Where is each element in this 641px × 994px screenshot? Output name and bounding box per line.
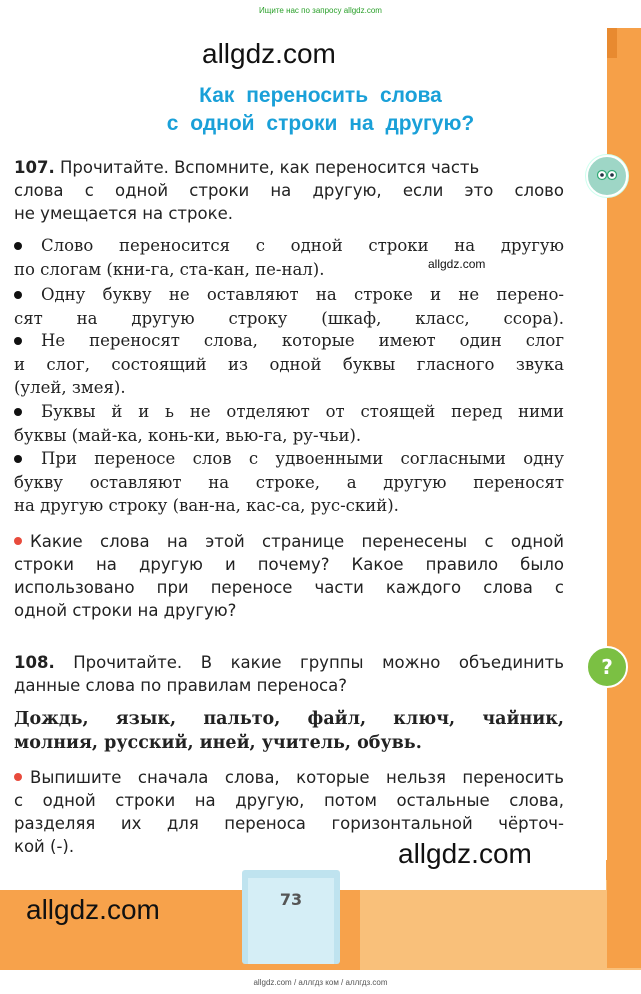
- page-title-line-2: с одной строки на другую?: [166, 112, 475, 135]
- task-108-line-1: Выпишите сначала слова, которые нельзя переносить: [14, 766, 564, 789]
- bullet-icon: [14, 291, 22, 299]
- task-108-line-2: с одной строки на другую, потом остальные слова,: [14, 791, 564, 810]
- page-title-line-1: Как переносить слова: [199, 84, 442, 107]
- question-icon: ?: [586, 646, 628, 688]
- exercise-108-line-2: данные слова по правилам переноса?: [14, 676, 347, 695]
- watermark: allgdz.com: [398, 838, 532, 869]
- red-bullet-icon: [14, 773, 22, 781]
- owl-icon: [586, 155, 628, 197]
- question-107-line-2: строки на другую и почему? Какое правило было: [14, 555, 564, 574]
- rule-item-3: Не переносят слова, которые имеют один слог и слог, состоящий из одной буквы гласного звука (улей, змея).: [14, 331, 564, 397]
- right-orange-strip-dark: [607, 28, 617, 58]
- exercise-107-line-3: не умещается на строке.: [14, 204, 233, 223]
- task-108-line-3: разделяя их для переноса горизонтальной чёрточ-: [14, 814, 564, 833]
- exercise-107-line-1: 107. Прочитайте. Вспомните, как переносится часть: [14, 158, 480, 177]
- exercise-107-line-2: слова с одной строки на другую, если это слово: [14, 181, 564, 200]
- bullet-icon: [14, 242, 22, 250]
- orange-background-light: [360, 880, 641, 970]
- rule-item-1: Слово переносится с одной строки на другую по слогам (кни-га, ста-кан, пе-нал).: [14, 236, 564, 279]
- exercise-number: 107.: [14, 158, 55, 177]
- watermark: allgdz.com: [202, 38, 336, 69]
- bullet-icon: [14, 408, 22, 416]
- footer-links[interactable]: allgdz.com / аллгдз ком / аллгдз.com: [253, 978, 388, 987]
- bullet-icon: [14, 455, 22, 463]
- rule-item-4: Буквы й и ь не отделяют от стоящей перед ними буквы (май-ка, конь-ки, вью-га, ру-чьи).: [14, 402, 564, 445]
- rule-item-5: При переносе слов с удвоенными согласными одну букву оставляют на строке, а другую переносят на другую строку (ван-на, кас-са, рус-ский).: [14, 449, 564, 515]
- exercise-number: 108.: [14, 653, 55, 672]
- rule-item-2: Одну букву не оставляют на строке и не перено- сят на другую строку (шкаф, класс, ссора).: [14, 285, 564, 328]
- exercise-108-line-1: 108. Прочитайте. В какие группы можно объединить: [14, 653, 564, 672]
- page-number: 73: [279, 890, 303, 909]
- watermark: allgdz.com: [26, 894, 160, 925]
- question-107-line-3: использовано при переносе части каждого слова с: [14, 578, 564, 597]
- question-107-line-1: Какие слова на этой странице перенесены с одной: [14, 530, 564, 553]
- task-108-line-4: кой (-).: [14, 837, 75, 856]
- red-bullet-icon: [14, 537, 22, 545]
- words-108-line-1: Дождь, язык, пальто, файл, ключ, чайник,: [14, 709, 564, 729]
- words-108-line-2: молния, русский, иней, учитель, обувь.: [14, 733, 422, 753]
- question-107-line-4: одной строки на другую?: [14, 601, 237, 620]
- top-banner[interactable]: Ищите нас по запросу allgdz.com: [259, 6, 382, 15]
- watermark-small: allgdz.com: [428, 257, 486, 271]
- bullet-icon: [14, 337, 22, 345]
